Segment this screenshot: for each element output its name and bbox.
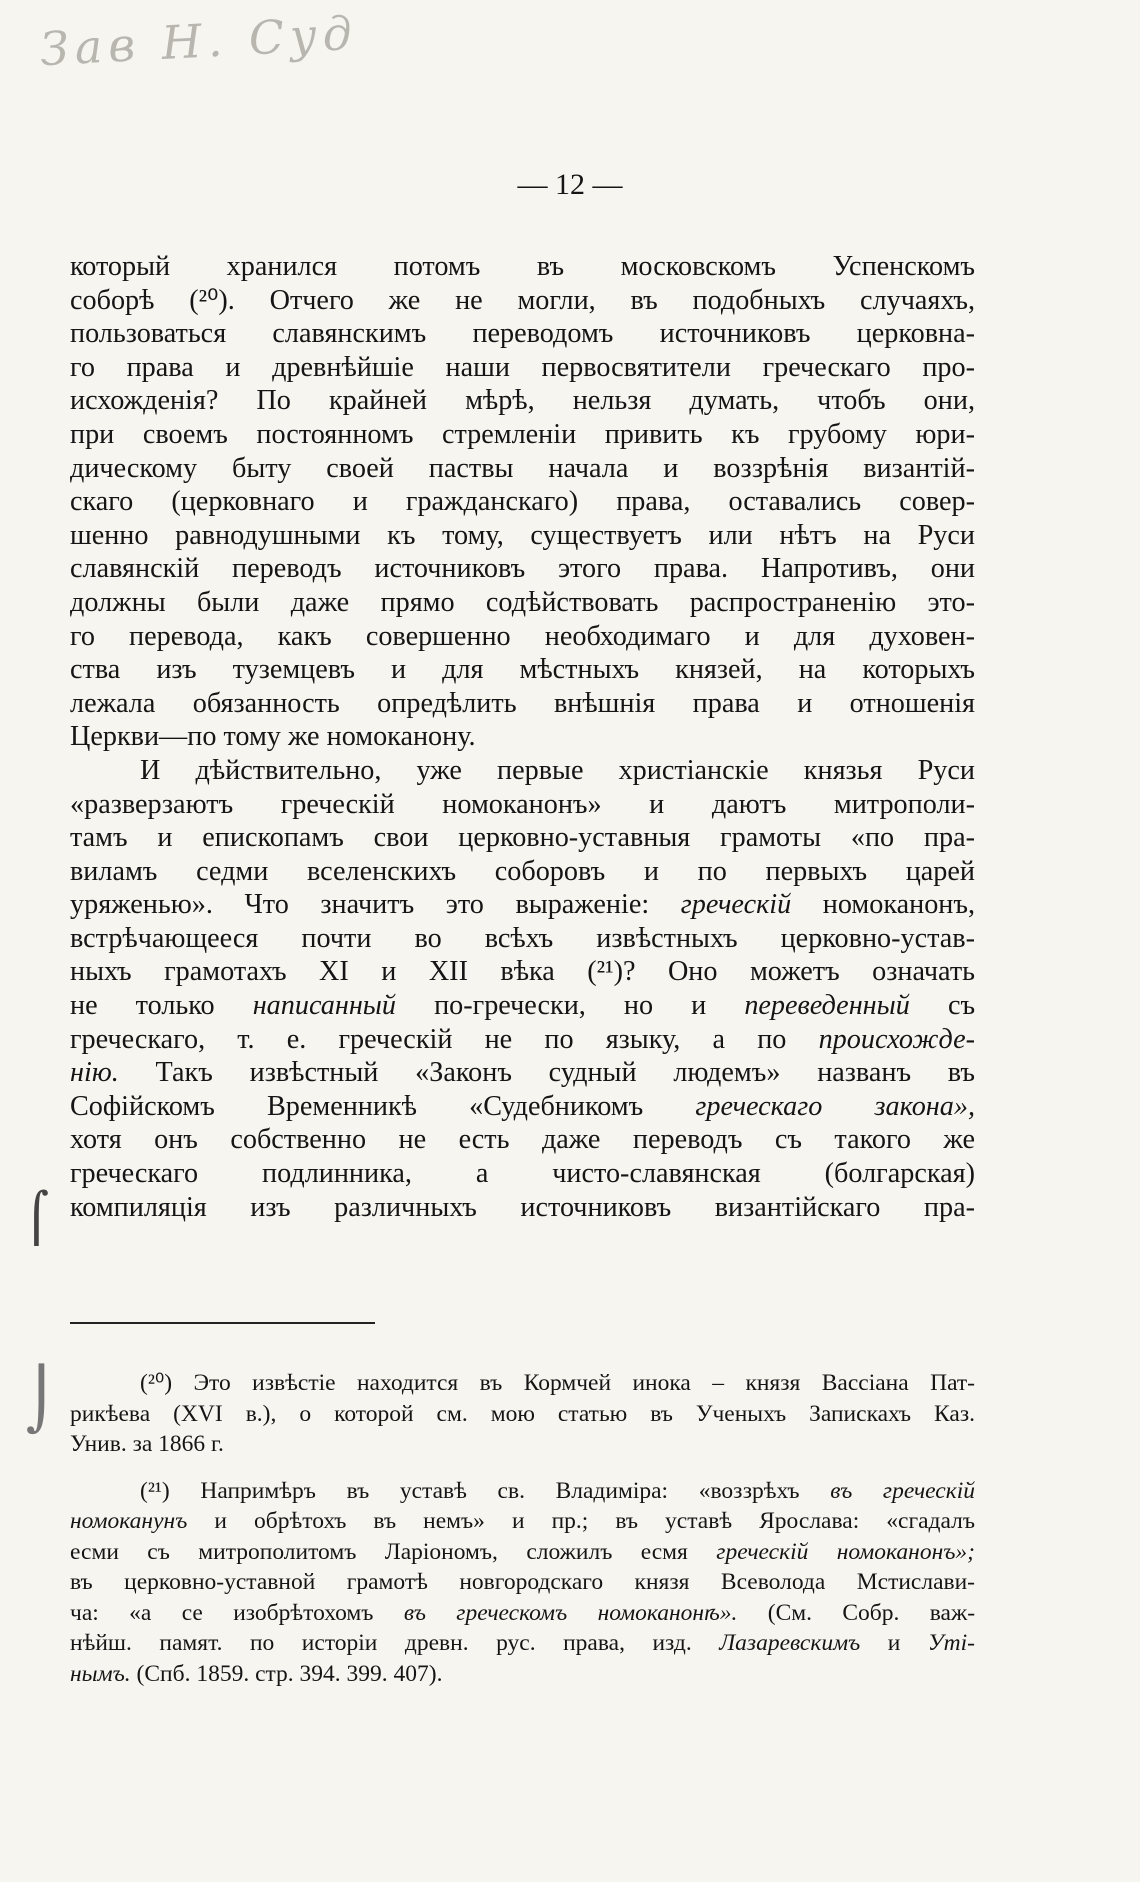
text-line: ства изъ туземцевъ и для мѣстныхъ князей, на которыхъ bbox=[70, 654, 975, 686]
text-line bbox=[70, 1090, 975, 1124]
text-line: хотя онъ собственно не есть даже переводъ съ такого же bbox=[70, 1124, 975, 1156]
italic-fragment: Лазаревскимъ bbox=[719, 1630, 861, 1656]
italic-fragment: написанный bbox=[252, 990, 396, 1022]
text-fragment: (²¹) Напримѣръ въ уставѣ св. Владиміра: «воззрѣхъ bbox=[140, 1477, 800, 1504]
text-line bbox=[70, 1023, 975, 1057]
text-fragment: греческаго, т. е. греческій не по языку, а по bbox=[70, 1023, 787, 1055]
text-fragment: номоканонъ, bbox=[822, 889, 976, 921]
footnote-gap bbox=[70, 1460, 975, 1476]
text-line: ныхъ грамотахъ XI и XII вѣка (²¹)? Оно можетъ означать bbox=[70, 956, 975, 988]
text-fragment: ча: «а се изобрѣтохомъ bbox=[70, 1599, 374, 1626]
text-fragment: Софійскомъ Временникѣ «Судебникомъ bbox=[70, 1090, 644, 1122]
text-line: пользоваться славянскимъ переводомъ источниковъ церковна- bbox=[70, 318, 975, 350]
text-line: дическому быту своей паствы начала и воззрѣнія византій- bbox=[70, 452, 975, 484]
text-line: исхожденія? По крайней мѣрѣ, нельзя думать, чтобъ они, bbox=[70, 385, 975, 417]
italic-fragment: въ греческомъ номоканонѣ». bbox=[403, 1599, 738, 1626]
italic-fragment: греческаго закона», bbox=[695, 1090, 976, 1122]
text-line: Церкви—по тому же номоканону. bbox=[70, 721, 476, 753]
text-line: греческаго подлинника, а чисто-славянская (болгарская) bbox=[70, 1158, 975, 1190]
footnote-line bbox=[70, 1476, 975, 1507]
page-number: — 12 — bbox=[517, 168, 623, 201]
italic-fragment: греческій номоканонъ»; bbox=[716, 1538, 976, 1565]
italic-fragment: номоканунъ bbox=[70, 1508, 188, 1534]
text-line: го права и древнѣйшіе наши первосвятители греческаго про- bbox=[70, 351, 975, 383]
text-line: славянскій переводъ источниковъ этого права. Напротивъ, они bbox=[70, 553, 975, 585]
text-line bbox=[70, 888, 975, 922]
text-line: тамъ и епископамъ свои церковно-уставныя грамоты «по пра- bbox=[70, 822, 975, 854]
main-text-body bbox=[70, 250, 975, 1224]
footnote-line: въ церковно-уставной грамотѣ новгородскаго князя Всеволода Мстислави- bbox=[70, 1569, 975, 1595]
text-line: компиляція изъ различныхъ источниковъ византійскаго пра- bbox=[70, 1191, 975, 1223]
margin-bracket-mark: ⌠ bbox=[24, 1190, 50, 1246]
text-line: го перевода, какъ совершенно необходимаго и для духовен- bbox=[70, 620, 975, 652]
text-line: шенно равнодушными къ тому, существуетъ или нѣтъ на Руси bbox=[70, 519, 975, 551]
text-fragment: есми съ митрополитомъ Ларіономъ, сложилъ есмя bbox=[70, 1538, 688, 1565]
handwritten-annotation: Зав Н. Суд bbox=[38, 5, 360, 77]
text-line: виламъ седми вселенскихъ соборовъ и по первыхъ царей bbox=[70, 855, 975, 887]
footnote-line bbox=[70, 1628, 975, 1659]
footnote-line: рикѣева (XVI в.), о которой см. мою статью въ Ученыхъ Запискахъ Каз. bbox=[70, 1400, 975, 1427]
text-line: «разверзаютъ греческій номоканонъ» и даютъ митрополи- bbox=[70, 788, 975, 820]
footnote-line bbox=[70, 1659, 975, 1690]
text-line: должны были даже прямо содѣйствовать распространенію это- bbox=[70, 586, 975, 618]
text-fragment: не только bbox=[70, 990, 215, 1022]
text-fragment: и обрѣтохъ въ немъ» и пр.; въ уставѣ Ярослава: «сгадалъ bbox=[214, 1508, 975, 1534]
text-line bbox=[70, 1056, 975, 1090]
text-fragment: уряженью». Что значитъ это выраженіе: bbox=[70, 889, 650, 921]
text-fragment: (Спб. 1859. стр. 394. 399. 407). bbox=[136, 1660, 443, 1687]
footnote-line bbox=[70, 1506, 975, 1537]
italic-fragment: нымъ. bbox=[70, 1660, 131, 1687]
footnote-divider bbox=[70, 1322, 375, 1324]
text-line: И дѣйствительно, уже первые христіанскіе князья Руси bbox=[140, 754, 975, 786]
italic-fragment: нію. bbox=[70, 1057, 119, 1089]
italic-fragment: происхожде- bbox=[818, 1023, 975, 1055]
footnote-line: (²⁰) Это извѣстіе находится въ Кормчей инока – князя Вассіана Пат- bbox=[140, 1370, 975, 1396]
text-line: при своемъ постоянномъ стремленіи привить къ грубому юри- bbox=[70, 418, 975, 450]
italic-fragment: переведенный bbox=[744, 990, 910, 1022]
text-fragment: нѣйш. памят. по исторіи древн. рус. права, изд. bbox=[70, 1630, 692, 1656]
text-line: соборѣ (²⁰). Отчего же не могли, въ подобныхъ случаяхъ, bbox=[70, 284, 975, 316]
text-line: скаго (церковнаго и гражданскаго) права, оставались совер- bbox=[70, 486, 975, 518]
italic-fragment: въ греческій bbox=[830, 1477, 975, 1504]
text-line: который хранился потомъ въ московскомъ Успенскомъ bbox=[70, 251, 975, 282]
text-line: лежала обязанность опредѣлить внѣшнія права и отношенія bbox=[70, 687, 975, 719]
text-fragment: по-гречески, но и bbox=[434, 990, 707, 1022]
text-line: встрѣчающееся почти во всѣхъ извѣстныхъ церковно-устав- bbox=[70, 922, 975, 954]
margin-bracket-mark: ⌡ bbox=[26, 1365, 58, 1435]
text-fragment: (См. Собр. важ- bbox=[767, 1599, 976, 1626]
footnote-line bbox=[70, 1598, 975, 1629]
footnote-line bbox=[70, 1537, 975, 1568]
italic-fragment: греческій bbox=[680, 889, 792, 921]
footnotes-section bbox=[70, 1368, 975, 1689]
text-fragment: Такъ извѣстный «Законъ судный людемъ» названъ въ bbox=[155, 1057, 975, 1089]
footnote-line: Унив. за 1866 г. bbox=[70, 1431, 224, 1457]
text-line bbox=[70, 989, 975, 1023]
text-fragment: съ bbox=[947, 990, 976, 1022]
italic-fragment: Уті- bbox=[927, 1630, 976, 1656]
text-fragment: и bbox=[887, 1630, 901, 1656]
